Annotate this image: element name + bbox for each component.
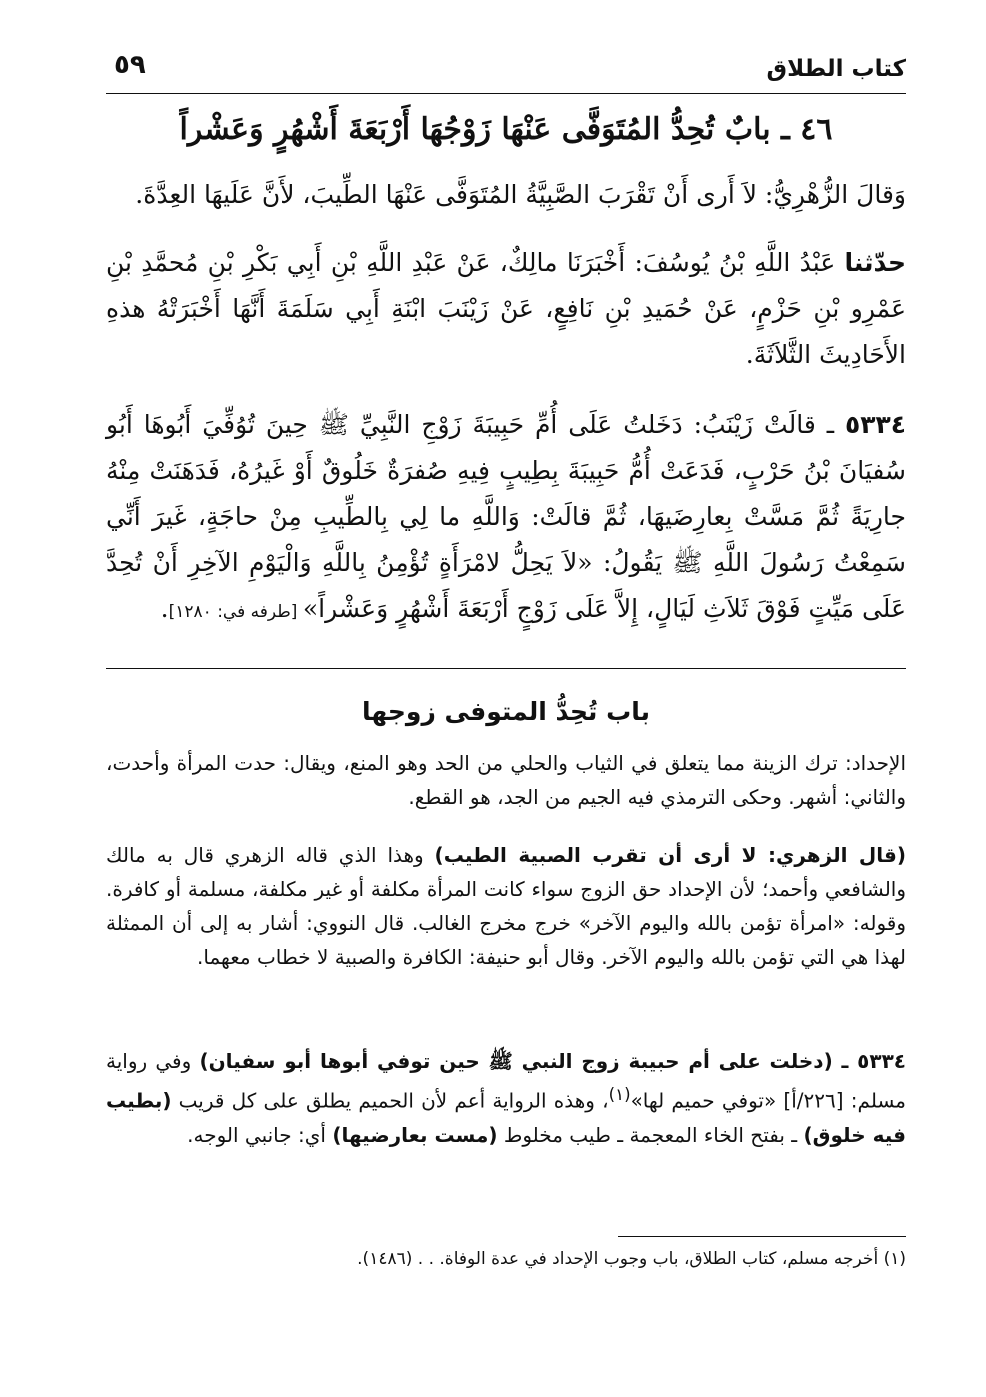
commentary-heading: باب تُحِدُّ المتوفى زوجها <box>362 697 650 726</box>
hadith-end: . <box>160 594 169 623</box>
footnote-text: أخرجه مسلم، كتاب الطلاق، باب وجوب الإحداد في عدة الوفاة. . . (١٤٨٦). <box>357 1249 879 1269</box>
section-divider <box>106 668 906 669</box>
footnote-reference: (١) <box>608 1085 631 1104</box>
commentary-text: ، وهذه الرواية أعم لأن الحميم يطلق على كل قريب <box>171 1088 609 1113</box>
commentary-paragraph-1: الإحداد: ترك الزينة مما يتعلق في الثياب والحلي من الحد وهو المنع، ويقال: حدت المرأة وأحدت، والثاني: أشهر. وحكى الترمذي فيه الجيم من الجد، هو القطع. <box>106 751 906 809</box>
page-number: ٥٩ <box>114 50 146 80</box>
isnad-paragraph <box>106 240 906 378</box>
hadith-text: ـ قالَتْ زَيْنَبُ: دَخَلتُ عَلَى أُمِّ حَبِيبَةَ زَوْجِ النَّبِيِّ ﷺ حِينَ تُوُفِّيَ أَبُوهَا أَبُو سُفيَانَ بْنُ حَرْبٍ، فَدَعَتْ أُمُّ حَبِيبَةَ بِطِيبٍ فِيهِ صُفرَةٌ خَلُوقٌ أَوْ غَيرُهُ، فَدَهَنَتْ مِنْهُ جارِيَةً ثُمَّ مَسَّتْ بِعارِضَيهَا، ثُمَّ قالَتْ: وَاللَّهِ ما لِي بِالطِّيبِ مِنْ حاجَةٍ، غَيرَ أَنِّي سَمِعْتُ رَسُولَ اللَّهِ ﷺ يَقُولُ: «لاَ يَحِلُّ لامْرَأَةٍ تُؤْمِنُ بِاللَّهِ وَالْيَوْمِ الآخِرِ أَنْ تُحِدَّ عَلَى مَيِّتٍ فَوْقَ ثَلاَثِ لَيَالٍ، إِلاَّ عَلَى زَوْجٍ أَرْبَعَةَ أَشْهُرٍ وَعَشْراً» <box>106 410 906 623</box>
hadith-number: ٥٣٣٤ <box>844 410 906 439</box>
commentary-text: وفي رواية مسلم: [٢٢٦/أ] «توفي حميم لها» <box>106 1049 907 1113</box>
isnad-text: عَبْدُ اللَّهِ بْنُ يُوسُفَ: أَخْبَرَنَا مالِكٌ، عَنْ عَبْدِ اللَّهِ بْنِ أَبِي بَكْرِ بْنِ مُحمَّدِ بْنِ عَمْرِو بْنِ حَزْمٍ، عَنْ حُمَيدِ بْنِ نَافِعٍ، عَنْ زَيْنَبَ ابْنَةِ أَبِي سَلَمَةَ أَنَّهَا أَخْبَرَتْهُ هذهِ الأَحَادِيثَ الثَّلاَثَةَ. <box>106 248 906 369</box>
tarafuh-reference: [طرفه في: ١٢٨٠] <box>168 602 303 622</box>
isnad-lead: حدّثنا <box>844 248 906 277</box>
footnote-marker: (١) <box>883 1249 906 1269</box>
commentary-quote: (بطيب فيه خلوق) <box>106 1088 906 1147</box>
commentary-quote: (مست بعارضيها) <box>332 1122 498 1147</box>
commentary-text: ـ بفتح الخاء المعجمة ـ طيب مخلوط <box>497 1122 804 1147</box>
hadith-paragraph <box>106 402 906 635</box>
commentary-paragraph-3 <box>106 1044 906 1152</box>
commentary-quote: ٥٣٣٤ ـ (دخلت على أم حبيبة زوج النبي ﷺ حين توفي أبوها أبو سفيان) <box>199 1049 906 1073</box>
book-title: كتاب الطلاق <box>766 56 906 82</box>
commentary-quote: (قال الزهري: لا أرى أن تقرب الصبية الطيب) <box>434 843 906 867</box>
commentary-paragraph-2 <box>106 838 906 974</box>
commentary-text: وهذا الذي قاله الزهري قال به مالك والشافعي وأحمد؛ لأن الإحداد حق الزوج سواء كانت المرأة مكلفة أو غير مكلفة، مسلمة أو كافرة. وقوله: «امرأة تؤمن بالله واليوم الآخر» خرج مخرج الغالب. قال النووي: أشار به إلى أن الممثلة لهذا هي التي تؤمن بالله واليوم الآخر. وقال أبو حنيفة: الكافرة والصبية لا خطاب معهما. <box>106 843 906 969</box>
header-divider <box>106 93 906 94</box>
footnote <box>106 1244 906 1274</box>
page-header <box>106 46 906 92</box>
commentary-text: أي: جانبي الوجه. <box>187 1122 333 1147</box>
footnote-divider <box>618 1236 906 1237</box>
zuhri-statement: وَقالَ الزُّهْرِيُّ: لاَ أَرى أَنْ تَقْرَبَ الصَّبِيَّةُ المُتَوَفَّى عَنْهَا الطِّيبَ، لأَنَّ عَلَيهَا العِدَّةَ. <box>135 180 906 209</box>
chapter-heading: ٤٦ ـ بابٌ تُحِدُّ المُتَوَفَّى عَنْهَا زَوْجُهَا أَرْبَعَةَ أَشْهُرٍ وَعَشْراً <box>179 112 833 147</box>
